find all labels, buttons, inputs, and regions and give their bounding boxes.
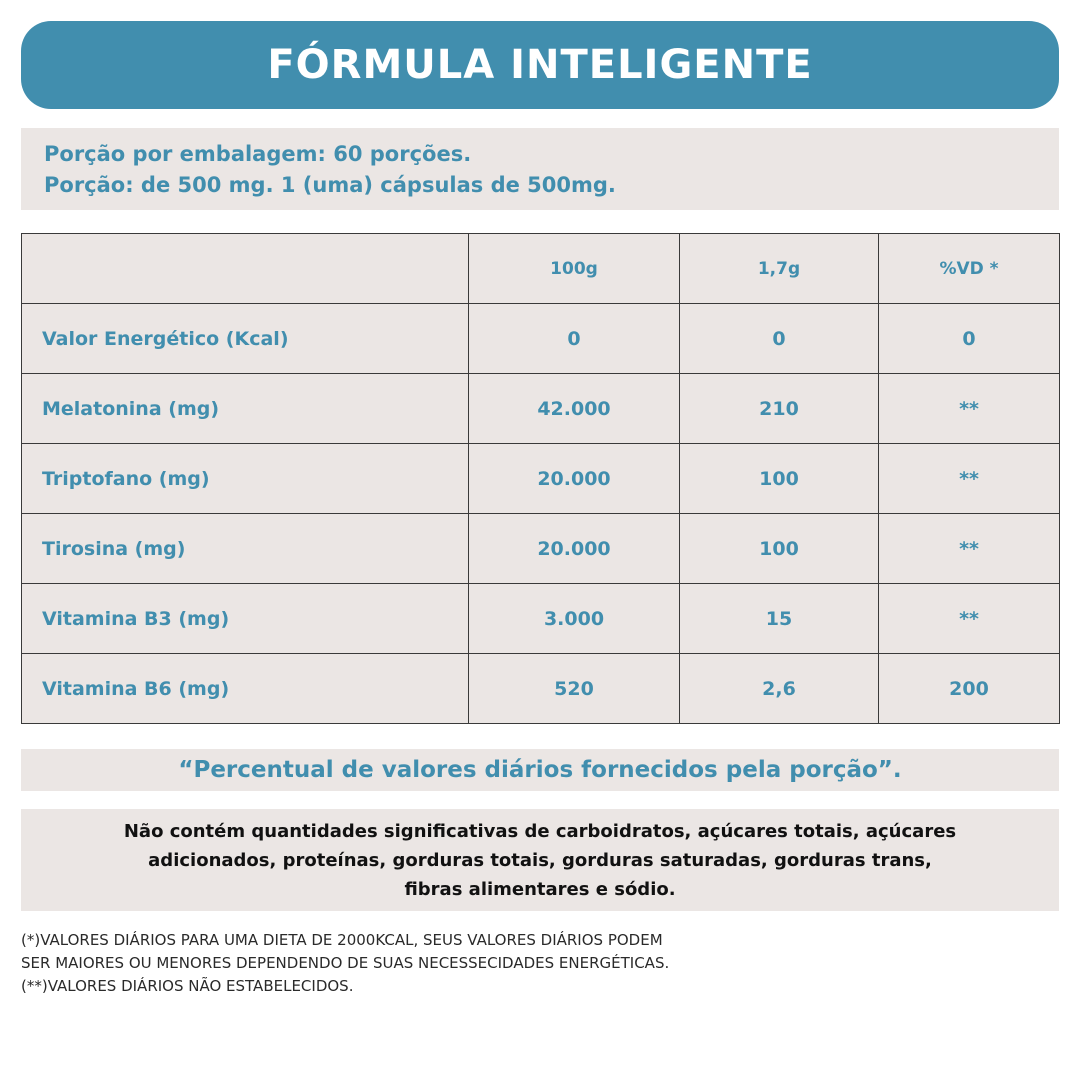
value-vd: 0 — [879, 304, 1060, 374]
value-vd: ** — [879, 444, 1060, 514]
nutrient-name: Valor Energético (Kcal) — [22, 304, 469, 374]
table-row — [22, 654, 1060, 724]
notice-line: fibras alimentares e sódio. — [404, 878, 676, 900]
header-cell-vd: %VD * — [879, 234, 1060, 304]
nutrient-name: Melatonina (mg) — [22, 374, 469, 444]
table-row — [22, 304, 1060, 374]
nutrient-notice — [21, 809, 1059, 911]
table-row — [22, 374, 1060, 444]
header-cell-portion: 1,7g — [680, 234, 879, 304]
notice-line: Não contém quantidades significativas de carboidratos, açúcares totais, açúcares — [123, 820, 957, 842]
daily-value-caption: “Percentual de valores diários fornecidos pela porção”. — [21, 749, 1059, 791]
nutrient-name: Triptofano (mg) — [22, 444, 469, 514]
portion-per-package: Porção por embalagem: 60 porções. — [44, 142, 472, 166]
value-100g: 520 — [469, 654, 680, 724]
footnote-line: (**)VALORES DIÁRIOS NÃO ESTABELECIDOS. — [21, 977, 354, 995]
value-portion: 210 — [680, 374, 879, 444]
header-cell-empty — [22, 234, 469, 304]
footnote-line: SER MAIORES OU MENORES DEPENDENDO DE SUAS NECESSECIDADES ENERGÉTICAS. — [21, 954, 670, 972]
value-vd: ** — [879, 514, 1060, 584]
value-100g: 3.000 — [469, 584, 680, 654]
value-100g: 42.000 — [469, 374, 680, 444]
table-row — [22, 514, 1060, 584]
portion-size: Porção: de 500 mg. 1 (uma) cápsulas de 500mg. — [44, 173, 616, 197]
notice-line: adicionados, proteínas, gorduras totais, gorduras saturadas, gorduras trans, — [148, 849, 932, 871]
table-row — [22, 584, 1060, 654]
header-cell-100g: 100g — [469, 234, 680, 304]
value-portion: 100 — [680, 444, 879, 514]
nutrient-name: Vitamina B3 (mg) — [22, 584, 469, 654]
value-portion: 0 — [680, 304, 879, 374]
value-vd: ** — [879, 374, 1060, 444]
nutrient-name: Tirosina (mg) — [22, 514, 469, 584]
value-vd: 200 — [879, 654, 1060, 724]
value-portion: 2,6 — [680, 654, 879, 724]
footnotes — [21, 929, 1021, 998]
title-banner — [21, 21, 1059, 109]
value-100g: 20.000 — [469, 514, 680, 584]
nutrition-table — [21, 233, 1060, 724]
table-row — [22, 444, 1060, 514]
nutrient-name: Vitamina B6 (mg) — [22, 654, 469, 724]
value-100g: 0 — [469, 304, 680, 374]
value-vd: ** — [879, 584, 1060, 654]
page-title: FÓRMULA INTELIGENTE — [267, 42, 813, 88]
table-header-row — [22, 234, 1060, 304]
portion-info — [21, 128, 1059, 210]
value-100g: 20.000 — [469, 444, 680, 514]
footnote-line: (*)VALORES DIÁRIOS PARA UMA DIETA DE 2000KCAL, SEUS VALORES DIÁRIOS PODEM — [21, 931, 663, 949]
value-portion: 100 — [680, 514, 879, 584]
value-portion: 15 — [680, 584, 879, 654]
